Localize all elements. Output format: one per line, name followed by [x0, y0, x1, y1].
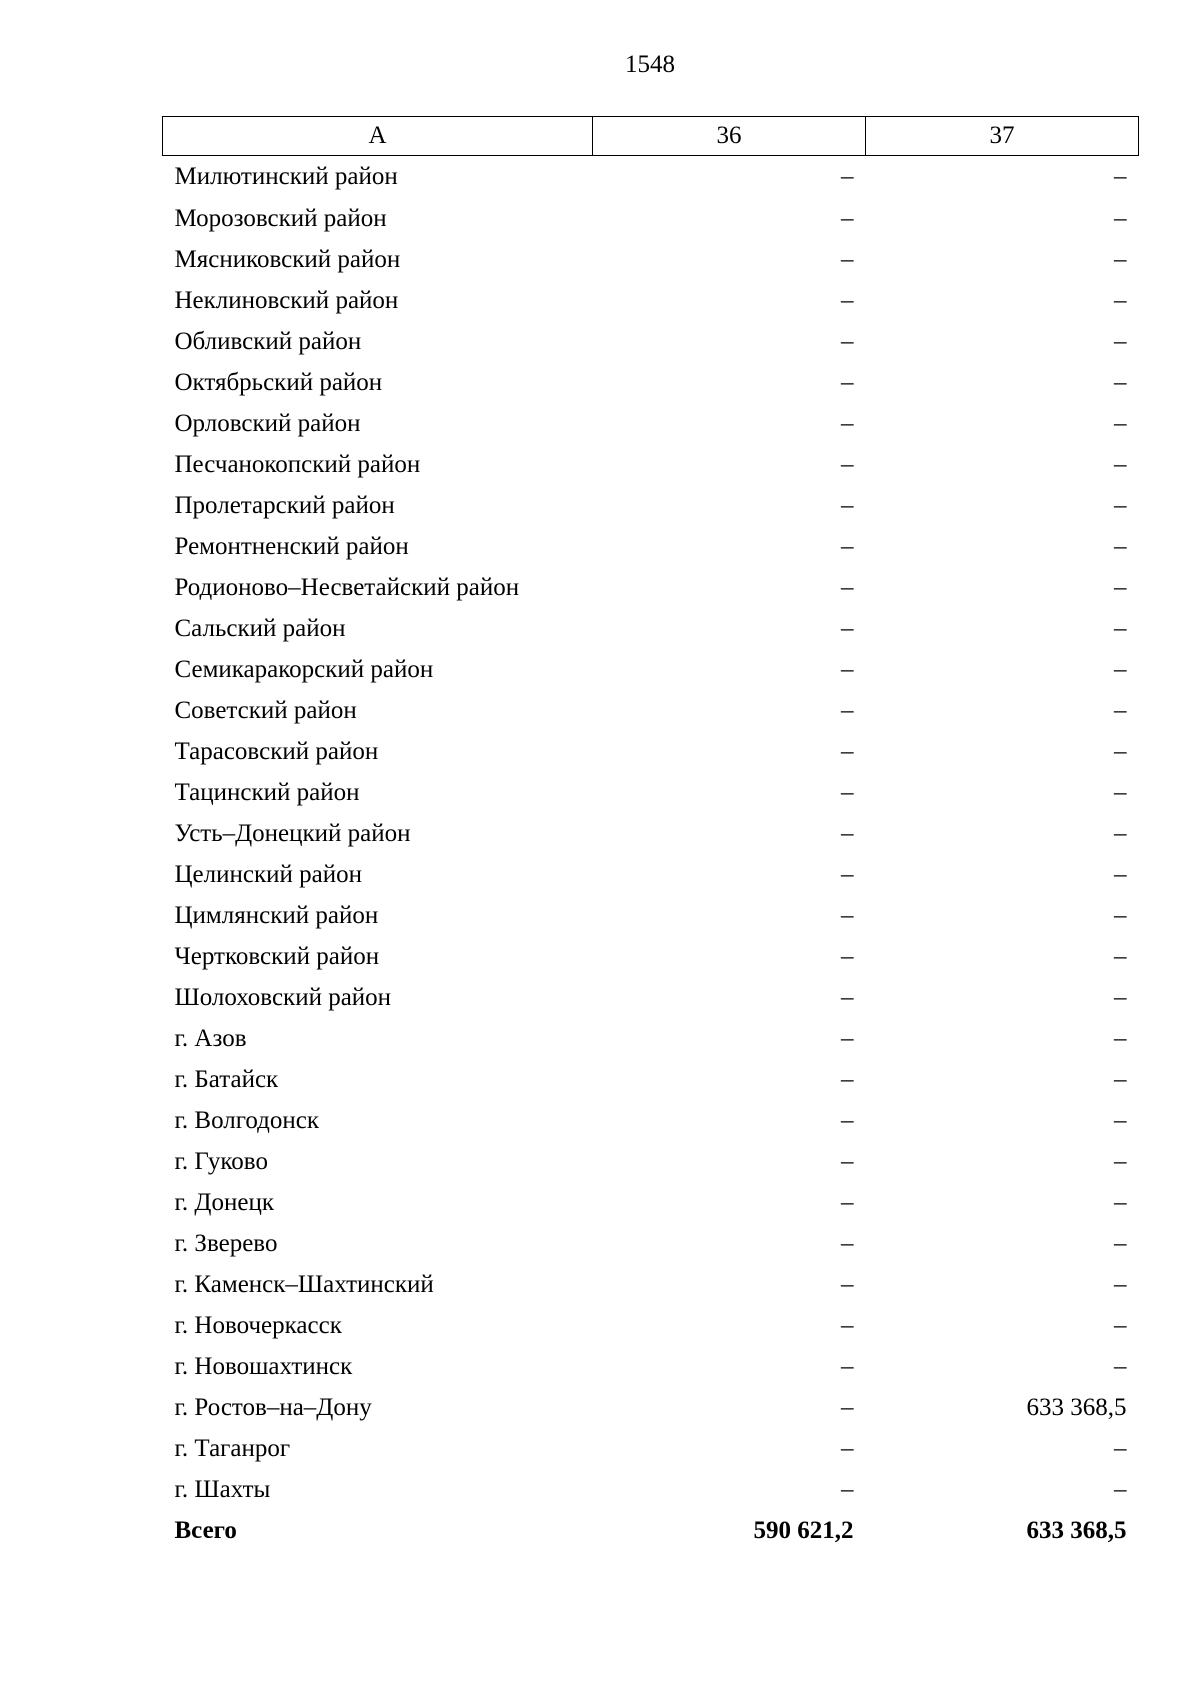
row-name: Шолоховский район — [174, 983, 392, 1011]
table-row — [163, 1182, 1139, 1223]
row-value-37: – — [1114, 368, 1127, 396]
row-name: г. Зверево — [174, 1229, 278, 1257]
table-row — [163, 608, 1139, 649]
table-row — [163, 1387, 1139, 1428]
row-value-36: – — [841, 737, 854, 765]
row-value-37: – — [1114, 983, 1127, 1011]
table-row — [163, 649, 1139, 690]
row-name: г. Шахты — [174, 1475, 271, 1503]
row-value-37: – — [1114, 942, 1127, 970]
row-name: Орловский район — [174, 409, 361, 437]
row-value-36: – — [841, 1106, 854, 1134]
row-name: Усть–Донецкий район — [174, 819, 411, 847]
row-value-37: – — [1114, 614, 1127, 642]
row-value-36: – — [841, 1270, 854, 1298]
table-row — [163, 1223, 1139, 1264]
header-row — [163, 117, 1139, 156]
row-name: г. Каменск–Шахтинский — [174, 1270, 434, 1298]
row-value-36: – — [841, 1311, 854, 1339]
total-value-36: 590 621,2 — [753, 1516, 854, 1544]
row-value-36: – — [841, 1229, 854, 1257]
row-name: Октябрьский район — [174, 368, 383, 396]
row-value-37: – — [1114, 245, 1127, 273]
table-row — [163, 239, 1139, 280]
row-value-36: – — [841, 450, 854, 478]
total-value-37: 633 368,5 — [1026, 1516, 1127, 1544]
row-value-36: – — [841, 1188, 854, 1216]
row-name: г. Новочеркасск — [174, 1311, 342, 1339]
total-row — [163, 1510, 1139, 1551]
table-row — [163, 321, 1139, 362]
table-row — [163, 403, 1139, 444]
row-name: Чертковский район — [174, 942, 380, 970]
row-name: Сальский район — [174, 614, 346, 642]
row-value-36: – — [841, 778, 854, 806]
table-row — [163, 156, 1139, 199]
table-row — [163, 1428, 1139, 1469]
page-number: 1548 — [625, 51, 675, 78]
row-value-36: – — [841, 327, 854, 355]
row-value-36: – — [841, 696, 854, 724]
row-value-36: – — [841, 573, 854, 601]
table-row — [163, 731, 1139, 772]
table-row — [163, 485, 1139, 526]
row-name: г. Азов — [174, 1024, 247, 1052]
row-name: Тарасовский район — [174, 737, 379, 765]
table-row — [163, 1305, 1139, 1346]
row-value-37: – — [1114, 901, 1127, 929]
table-row — [163, 1059, 1139, 1100]
table-row — [163, 813, 1139, 854]
row-value-37: – — [1114, 778, 1127, 806]
row-value-37: – — [1114, 450, 1127, 478]
row-value-37: – — [1114, 1311, 1127, 1339]
row-value-37: – — [1114, 327, 1127, 355]
row-value-37: – — [1114, 286, 1127, 314]
row-name: г. Волгодонск — [174, 1106, 320, 1134]
row-value-36: – — [841, 532, 854, 560]
row-value-37: – — [1114, 819, 1127, 847]
row-name: г. Донецк — [174, 1188, 274, 1216]
row-name: г. Ростов–на–Дону — [174, 1393, 372, 1421]
row-value-37: – — [1114, 1024, 1127, 1052]
row-name: Обливский район — [174, 327, 362, 355]
data-table — [162, 116, 1139, 1551]
row-value-37: – — [1114, 1188, 1127, 1216]
table-row — [163, 280, 1139, 321]
row-name: Цимлянский район — [174, 901, 379, 929]
row-value-36: – — [841, 655, 854, 683]
row-value-37: – — [1114, 1065, 1127, 1093]
table-row — [163, 1264, 1139, 1305]
row-name: Советский район — [174, 696, 357, 724]
row-value-36: – — [841, 1024, 854, 1052]
row-value-36: – — [841, 409, 854, 437]
table-row — [163, 1100, 1139, 1141]
row-value-37: – — [1114, 1434, 1127, 1462]
row-value-37: – — [1114, 491, 1127, 519]
row-value-36: – — [841, 1393, 854, 1421]
row-name: Целинский район — [174, 860, 362, 888]
row-value-36: – — [841, 163, 854, 190]
header-col-37: 37 — [866, 117, 1139, 156]
table-row — [163, 198, 1139, 239]
row-value-37: – — [1114, 573, 1127, 601]
table-row — [163, 895, 1139, 936]
row-name: г. Новошахтинск — [174, 1352, 353, 1380]
row-value-37: – — [1114, 1475, 1127, 1503]
table-row — [163, 854, 1139, 895]
table-row — [163, 1141, 1139, 1182]
row-name: Тацинский район — [174, 778, 360, 806]
table-header — [163, 117, 1139, 156]
row-value-36: – — [841, 491, 854, 519]
row-name: г. Гуково — [174, 1147, 268, 1175]
row-value-36: – — [841, 901, 854, 929]
row-name: Семикаракорский район — [174, 655, 434, 683]
row-value-36: – — [841, 204, 854, 232]
row-name: Мясниковский район — [174, 245, 401, 273]
row-name: г. Батайск — [174, 1065, 279, 1093]
row-value-36: – — [841, 983, 854, 1011]
row-name: Неклиновский район — [174, 286, 399, 314]
row-value-37: – — [1114, 204, 1127, 232]
row-value-37: – — [1114, 1106, 1127, 1134]
row-name: Песчанокопский район — [174, 450, 421, 478]
row-value-37: – — [1114, 163, 1127, 190]
row-value-37: – — [1114, 1270, 1127, 1298]
row-value-37: – — [1114, 860, 1127, 888]
row-name: Милютинский район — [174, 163, 398, 190]
table-body — [163, 156, 1139, 1552]
row-value-36: – — [841, 1434, 854, 1462]
table-row — [163, 1469, 1139, 1510]
row-value-37: – — [1114, 737, 1127, 765]
row-value-36: – — [841, 368, 854, 396]
row-value-37: – — [1114, 1229, 1127, 1257]
table-row — [163, 772, 1139, 813]
table-row — [163, 567, 1139, 608]
table-row — [163, 362, 1139, 403]
row-value-36: – — [841, 245, 854, 273]
header-col-a: А — [163, 117, 593, 156]
table-row — [163, 977, 1139, 1018]
row-value-36: – — [841, 1065, 854, 1093]
header-col-36: 36 — [593, 117, 866, 156]
row-value-36: – — [841, 819, 854, 847]
row-name: Родионово–Несветайский район — [174, 573, 520, 601]
row-value-36: – — [841, 860, 854, 888]
row-value-36: – — [841, 942, 854, 970]
row-value-37: – — [1114, 655, 1127, 683]
table-row — [163, 936, 1139, 977]
total-label: Всего — [174, 1516, 237, 1544]
table-row — [163, 1346, 1139, 1387]
row-name: Пролетарский район — [174, 491, 395, 519]
row-value-37: – — [1114, 1352, 1127, 1380]
row-value-37: – — [1114, 696, 1127, 724]
row-value-37: 633 368,5 — [1026, 1393, 1127, 1421]
row-value-37: – — [1114, 532, 1127, 560]
table-row — [163, 444, 1139, 485]
row-value-36: – — [841, 1475, 854, 1503]
row-value-37: – — [1114, 1147, 1127, 1175]
row-value-36: – — [841, 614, 854, 642]
row-name: Ремонтненский район — [174, 532, 409, 560]
row-name: Морозовский район — [174, 204, 387, 232]
row-value-36: – — [841, 1352, 854, 1380]
table-row — [163, 1018, 1139, 1059]
row-value-37: – — [1114, 409, 1127, 437]
row-value-36: – — [841, 1147, 854, 1175]
table-row — [163, 690, 1139, 731]
row-value-36: – — [841, 286, 854, 314]
row-name: г. Таганрог — [174, 1434, 291, 1462]
table-row — [163, 526, 1139, 567]
